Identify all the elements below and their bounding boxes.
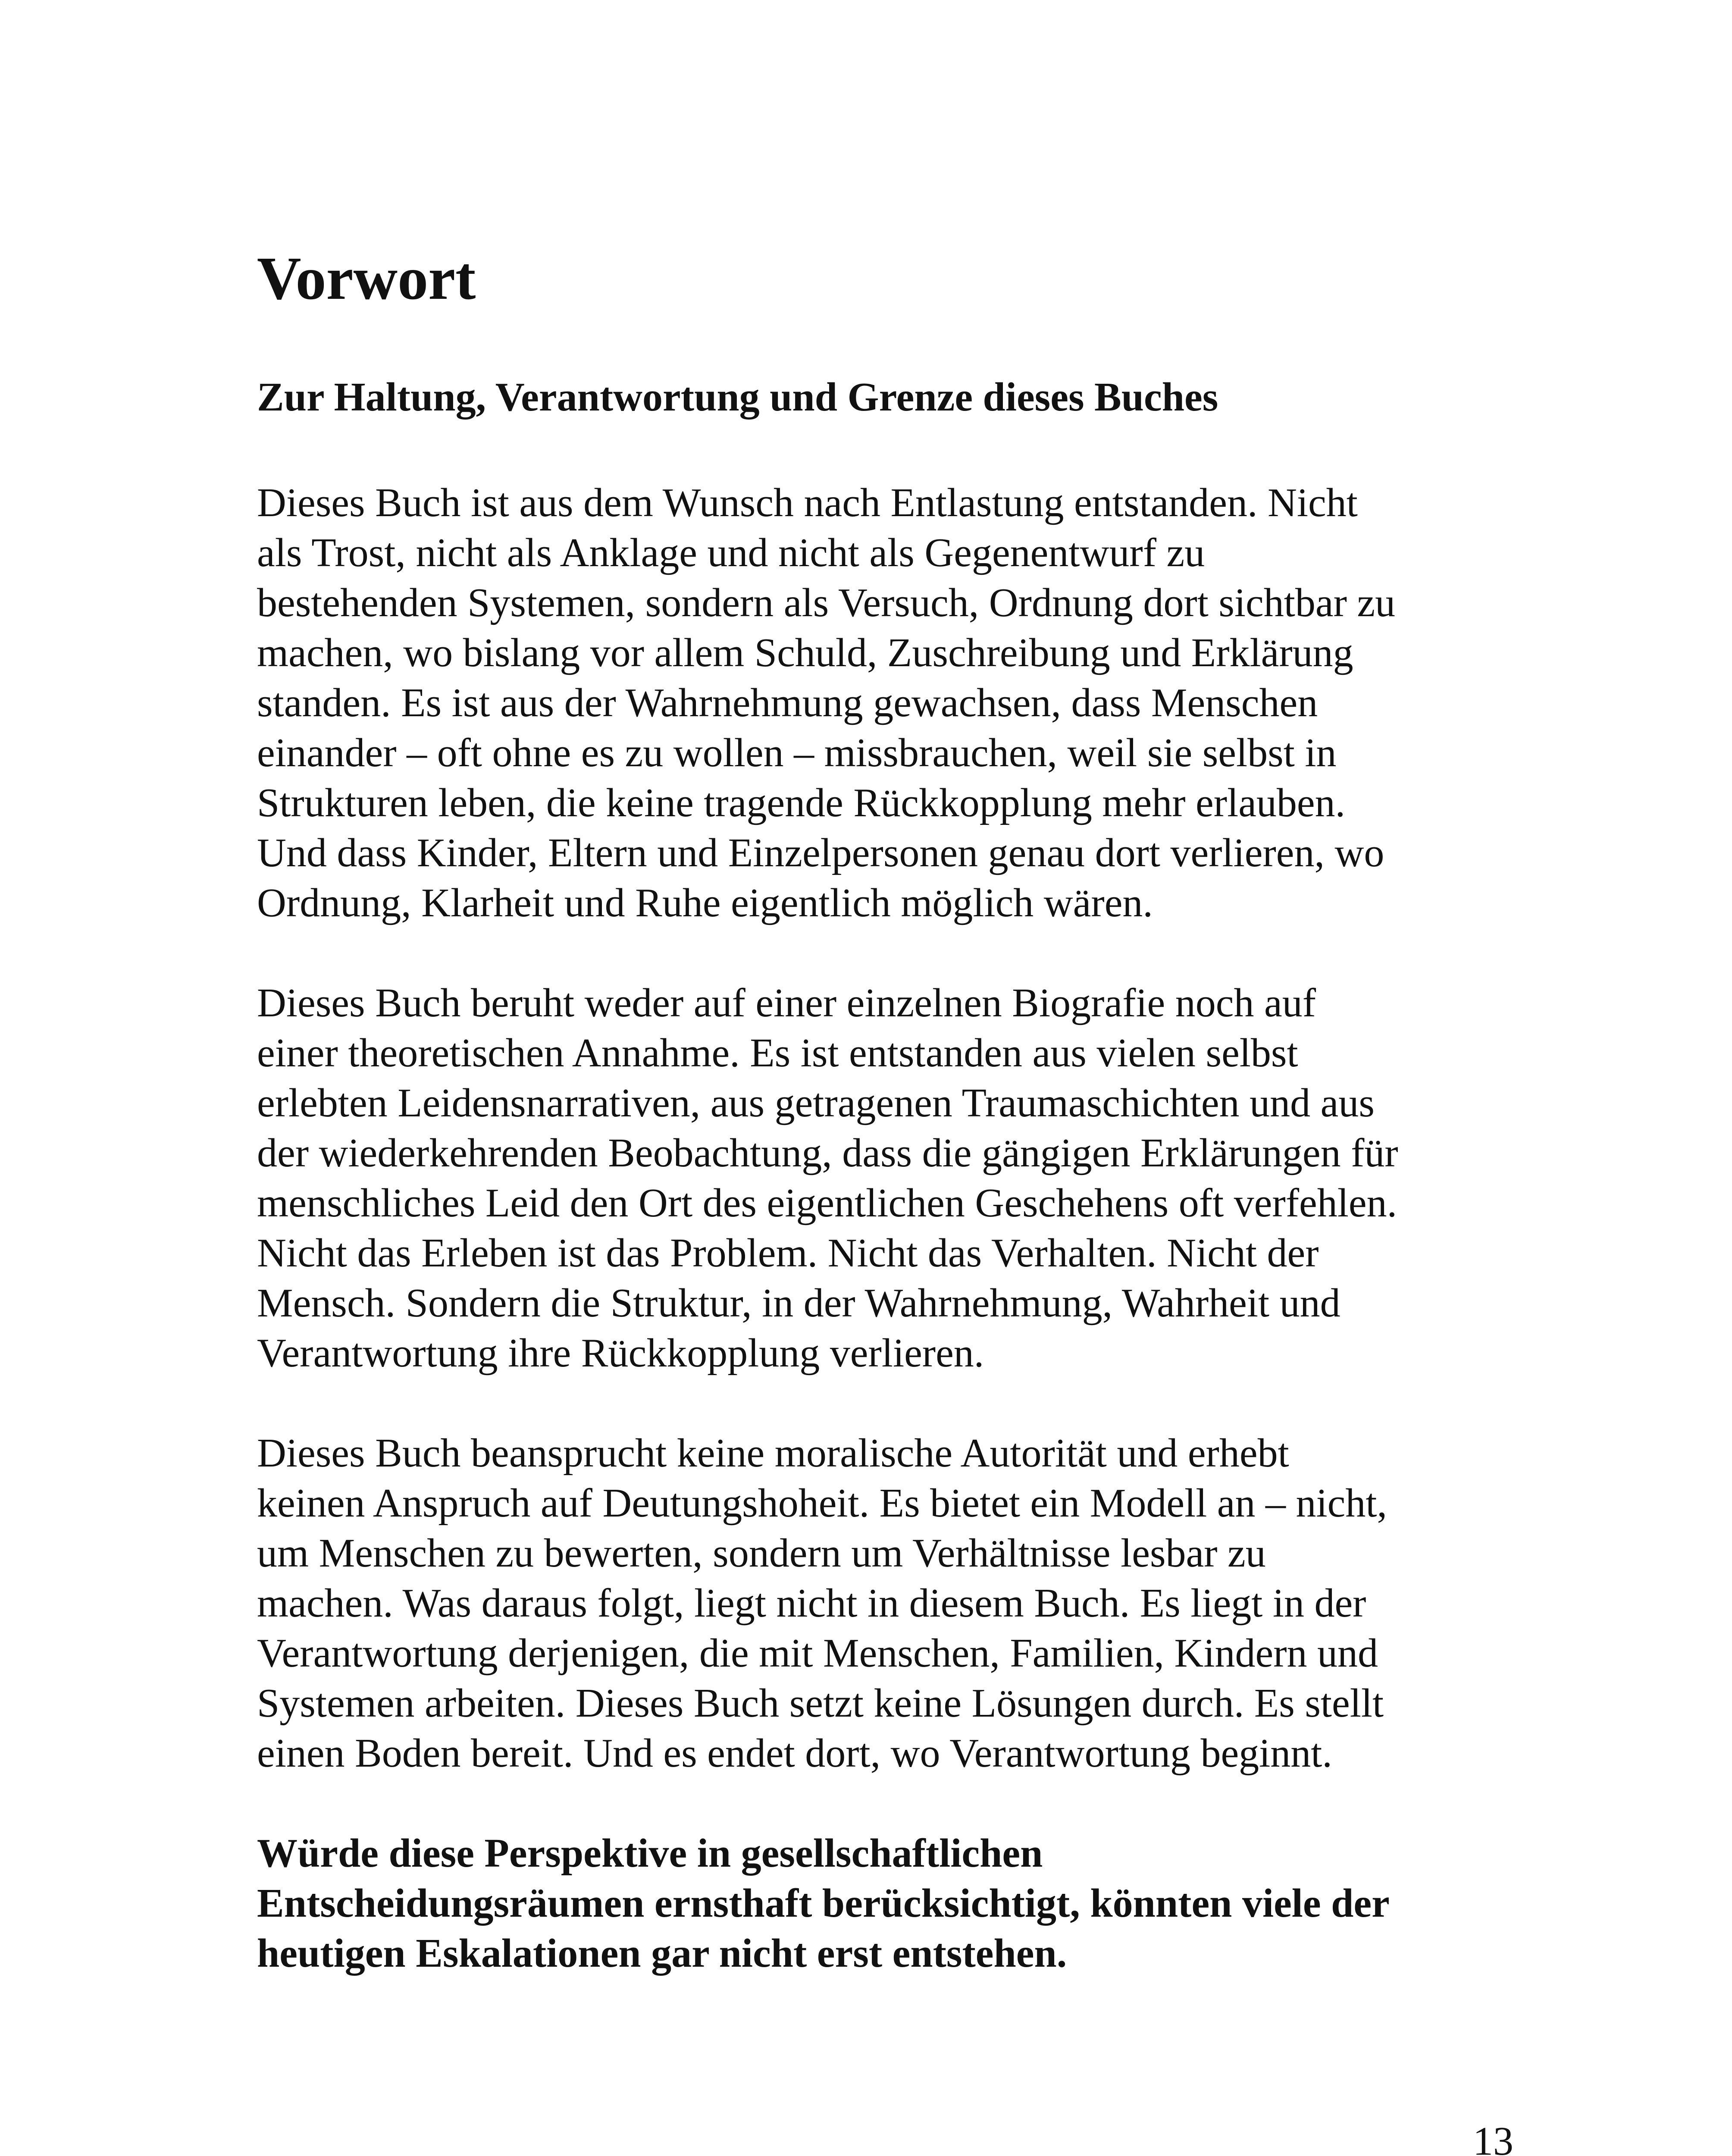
text-line: standen. Es ist aus der Wahrnehmung gewachsen, dass Menschen: [257, 680, 1318, 726]
text-line: machen. Was daraus folgt, liegt nicht in diesem Buch. Es liegt in der: [257, 1581, 1366, 1626]
text-line: als Trost, nicht als Anklage und nicht als Gegenentwurf zu: [257, 530, 1205, 576]
text-line: menschliches Leid den Ort des eigentlichen Geschehens oft verfehlen.: [257, 1181, 1397, 1226]
text-line: Verantwortung ihre Rückkopplung verlieren.: [257, 1331, 984, 1376]
text-line: Verantwortung derjenigen, die mit Menschen, Familien, Kindern und: [257, 1631, 1378, 1676]
text-line: Mensch. Sondern die Struktur, in der Wahrnehmung, Wahrheit und: [257, 1281, 1340, 1326]
paragraph-2: [257, 978, 1507, 1378]
text-line: Dieses Buch beansprucht keine moralische Autorität und erhebt: [257, 1431, 1289, 1476]
text-line: einen Boden bereit. Und es endet dort, wo Verantwortung beginnt.: [257, 1731, 1332, 1776]
text-line: Und dass Kinder, Eltern und Einzelpersonen genau dort verlieren, wo: [257, 830, 1384, 876]
text-line: Ordnung, Klarheit und Ruhe eigentlich möglich wären.: [257, 881, 1153, 926]
text-line: bestehenden Systemen, sondern als Versuch, Ordnung dort sichtbar zu: [257, 580, 1396, 626]
text-line: Würde diese Perspektive in gesellschaftlichen: [257, 1831, 1043, 1876]
text-line: heutigen Eskalationen gar nicht erst entstehen.: [257, 1931, 1067, 1976]
text-line: einer theoretischen Annahme. Es ist entstanden aus vielen selbst: [257, 1031, 1298, 1076]
text-line: um Menschen zu bewerten, sondern um Verhältnisse lesbar zu: [257, 1531, 1266, 1576]
paragraph-3: [257, 1428, 1507, 1778]
page-content: [257, 241, 1507, 1978]
chapter-subtitle: Zur Haltung, Verantwortung und Grenze dieses Buches: [257, 375, 1218, 420]
text-line: erlebten Leidensnarrativen, aus getragenen Traumaschichten und aus: [257, 1081, 1375, 1126]
text-line: der wiederkehrenden Beobachtung, dass die gängigen Erklärungen für: [257, 1131, 1398, 1176]
text-line: Dieses Buch ist aus dem Wunsch nach Entlastung entstanden. Nicht: [257, 480, 1358, 526]
chapter-title: Vorwort: [257, 244, 476, 312]
text-line: keinen Anspruch auf Deutungshoheit. Es bietet ein Modell an – nicht,: [257, 1481, 1387, 1526]
text-line: Entscheidungsräumen ernsthaft berücksichtigt, könnten viele der: [257, 1881, 1390, 1926]
closing-statement: [257, 1828, 1507, 1978]
text-line: Dieses Buch beruht weder auf einer einzelnen Biografie noch auf: [257, 981, 1316, 1026]
page-number: 13: [1473, 2119, 1513, 2156]
text-line: Nicht das Erleben ist das Problem. Nicht das Verhalten. Nicht der: [257, 1231, 1319, 1276]
paragraph-1: [257, 478, 1507, 928]
text-line: machen, wo bislang vor allem Schuld, Zuschreibung und Erklärung: [257, 630, 1353, 676]
text-line: Systemen arbeiten. Dieses Buch setzt keine Lösungen durch. Es stellt: [257, 1681, 1384, 1726]
text-line: einander – oft ohne es zu wollen – missbrauchen, weil sie selbst in: [257, 730, 1337, 776]
text-line: Strukturen leben, die keine tragende Rückkopplung mehr erlauben.: [257, 780, 1346, 826]
